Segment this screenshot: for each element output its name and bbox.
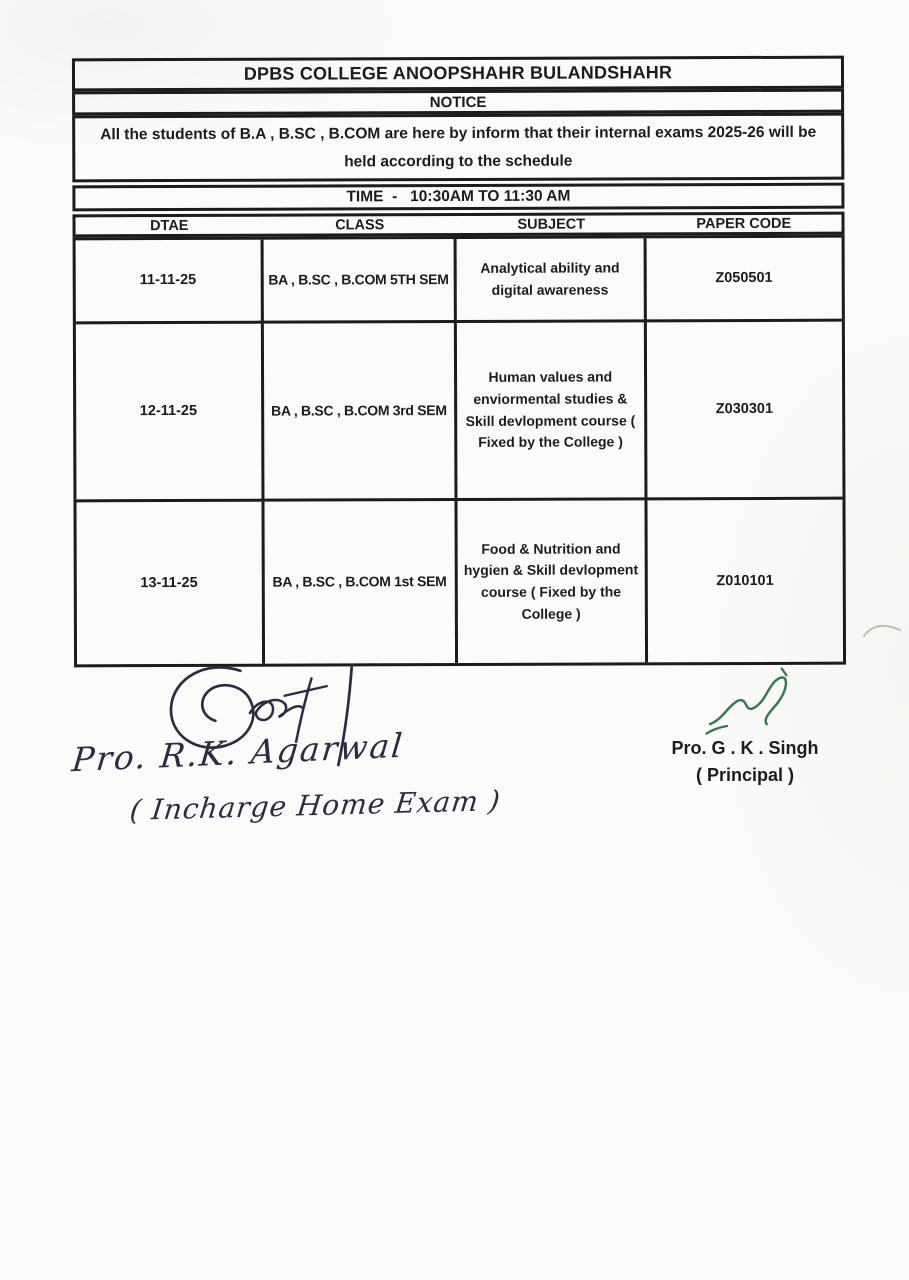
column-header-dtae: DTAE [150, 217, 189, 234]
cell-subject-2: Human values and enviormental studies & Skill devlopment course ( Fixed by the College ) [457, 322, 647, 501]
cell-papercode-2: Z030301 [646, 322, 842, 501]
cell-class-2: BA , B.SC , B.COM 3rd SEM [263, 323, 457, 502]
cell-class-1: BA , B.SC , B.COM 5TH SEM [263, 239, 457, 324]
principal-role: ( Principal ) [695, 765, 794, 785]
incharge-role-handwritten: ( Incharge Home Exam ) [128, 784, 503, 827]
exam-time: TIME - 10:30AM TO 11:30 AM [72, 183, 844, 212]
table-header-row [72, 212, 844, 238]
cell-subject-1: Analytical ability and digital awareness [457, 238, 647, 323]
cell-papercode-1: Z050501 [646, 238, 842, 323]
principal-name: Pro. G . K . Singh [671, 738, 819, 758]
cell-date-1: 11-11-25 [76, 240, 264, 325]
cell-papercode-3: Z010101 [716, 572, 774, 589]
exam-schedule-grid [73, 235, 846, 668]
column-header-subject: SUBJECT [517, 216, 586, 233]
column-header-class: CLASS [335, 216, 385, 233]
cell-date-2: 12-11-25 [76, 324, 264, 503]
pencil-mark [862, 620, 902, 640]
cell-subject-3: Food & Nutrition and hygien & Skill devlopment course ( Fixed by the College ) [457, 500, 647, 663]
notice-heading: NOTICE [72, 89, 844, 116]
notice-table [72, 56, 846, 668]
cell-class-3: BA , B.SC , B.COM 1st SEM [264, 501, 458, 664]
cell-date-3: 13-11-25 [76, 502, 264, 665]
notice-text: All the students of B.A , B.SC , B.COM are here by inform that their internal exams 2025-26 will be held according to the schedule [72, 113, 844, 183]
principal-signature-ink [700, 662, 805, 742]
college-name: DPBS COLLEGE ANOOPSHAHR BULANDSHAHR [72, 56, 844, 92]
column-header-paper-code: PAPER CODE [696, 215, 792, 232]
principal-signature-block [650, 735, 840, 789]
incharge-name-handwritten: Pro. R.K. Agarwal [70, 725, 406, 780]
